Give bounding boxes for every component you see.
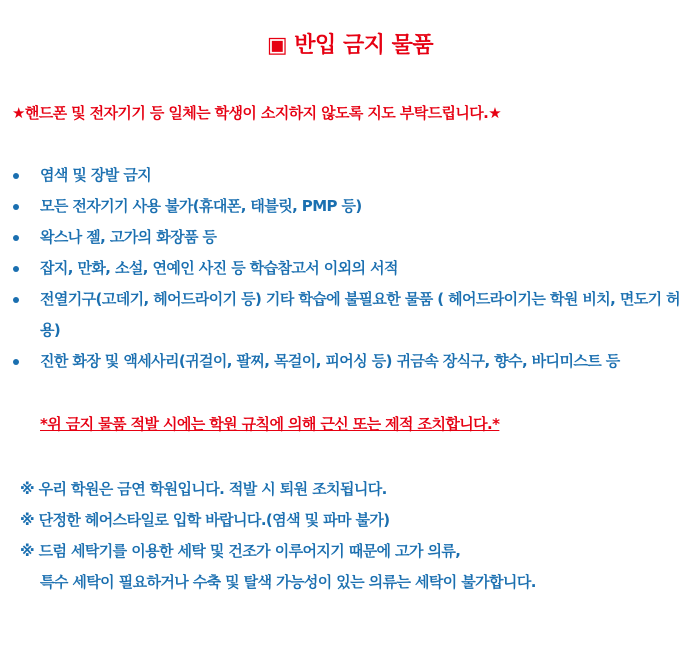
list-item: [0, 191, 700, 222]
bullet-icon: [13, 235, 19, 241]
list-item-text: 염색 및 장발 금지: [40, 166, 152, 184]
note-item-text: ※ 드럼 세탁기를 이용한 세탁 및 건조가 이루어지기 때문에 고가 의류,: [20, 542, 461, 560]
list-item-text: 진한 화장 및 액세사리(귀걸이, 팔찌, 목걸이, 피어싱 등) 귀금속 장식구, 향수, 바디미스트 등: [40, 352, 620, 370]
list-item-text: 전열기구(고데기, 헤어드라이기 등) 기타 학습에 불필요한 물품 ( 헤어드라이기는 학원 비치, 면도기 허용): [40, 290, 681, 339]
page-title: ▣ 반입 금지 물품: [266, 33, 434, 58]
warning-text: *위 금지 물품 적발 시에는 학원 규칙에 의해 근신 또는 제적 조치합니다.*: [40, 415, 500, 433]
bullet-icon: [13, 359, 19, 365]
note-item: [20, 536, 690, 598]
list-item-text: 모든 전자기기 사용 불가(휴대폰, 태블릿, PMP 등): [40, 197, 362, 215]
notes-list: [20, 474, 690, 598]
bullet-icon: [13, 266, 19, 272]
bullet-icon: [13, 204, 19, 210]
note-item: ※ 우리 학원은 금연 학원입니다. 적발 시 퇴원 조치됩니다.: [20, 480, 387, 498]
prohibited-items-list: [0, 160, 700, 377]
note-continuation-text: 특수 세탁이 필요하거나 수축 및 탈색 가능성이 있는 의류는 세탁이 불가합니다.: [40, 573, 536, 591]
notice-text: ★핸드폰 및 전자기기 등 일체는 학생이 소지하지 않도록 지도 부탁드립니다.★: [12, 104, 502, 122]
list-item-text: 왁스나 젤, 고가의 화장품 등: [40, 228, 217, 246]
bullet-icon: [13, 173, 19, 179]
list-item: [0, 346, 700, 377]
list-item: [0, 253, 700, 284]
list-item-text: 잡지, 만화, 소설, 연예인 사진 등 학습참고서 이외의 서적: [40, 259, 398, 277]
list-item: [0, 284, 700, 346]
list-item: [0, 160, 700, 191]
note-item: ※ 단정한 헤어스타일로 입학 바랍니다.(염색 및 파마 불가): [20, 511, 390, 529]
bullet-icon: [13, 297, 19, 303]
list-item: [0, 222, 700, 253]
